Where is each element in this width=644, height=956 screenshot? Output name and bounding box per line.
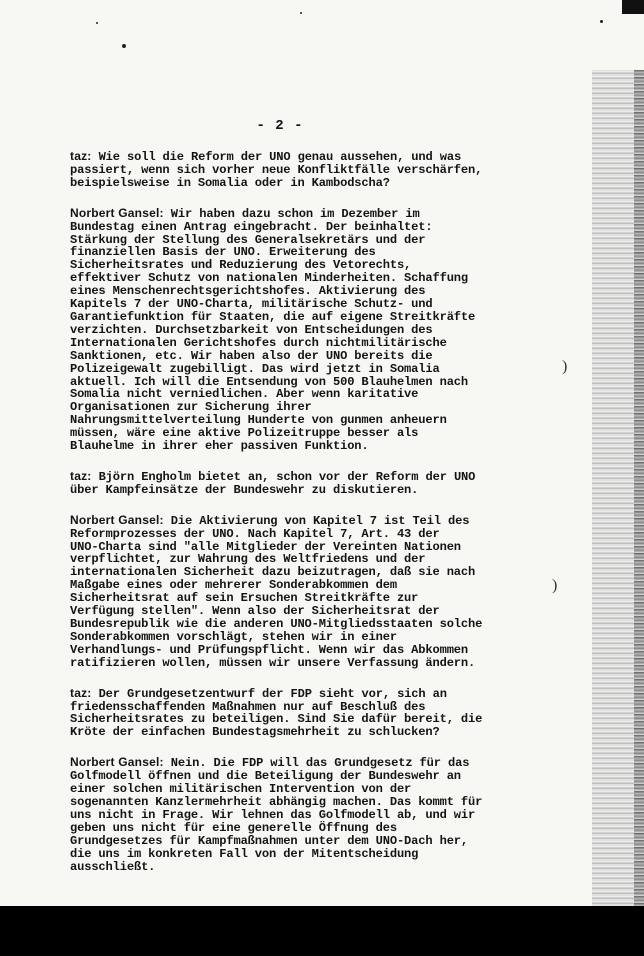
- text-line: Nahrungsmittelverteilung Hunderte von gunmen anheuern: [70, 413, 447, 428]
- interview-paragraph: [70, 150, 510, 190]
- margin-mark: ): [552, 577, 558, 594]
- text-line: aktuell. Ich will die Entsendung von 500 Blauhelmen nach: [70, 374, 469, 389]
- text-line: finanziellen Basis der UNO. Erweiterung des: [70, 245, 376, 260]
- text-line: ausschließt.: [70, 859, 156, 874]
- text-line: Stärkung der Stellung des Generalsekretärs und der: [70, 232, 426, 247]
- text-line: einer solchen militärischen Intervention von der: [70, 782, 412, 797]
- scan-speck: [122, 44, 126, 48]
- text-line: Organisationen zur Sicherung ihrer: [70, 400, 312, 415]
- text-line: Sicherheitsrat auf sein Ersuchen Streitkräfte zur: [70, 591, 419, 606]
- scan-speck: [300, 12, 302, 14]
- text-line: Internationalen Gerichtshofes durch nichtmilitärische: [70, 335, 447, 350]
- interview-paragraph: [70, 207, 510, 453]
- text-line: Garantiefunktion für Staaten, die auf eigene Streitkräfte: [70, 309, 476, 324]
- text-line: Sonderabkommen vorschlägt, stehen wir in einer: [70, 629, 397, 644]
- text-line: effektiver Schutz von nationalen Minderheiten. Schaffung: [70, 271, 469, 286]
- text-line: Kröte der einfachen Bundestagsmehrheit zu schlucken?: [70, 725, 440, 740]
- text-line: verpflichtet, zur Wahrung des Weltfriedens und der: [70, 552, 426, 567]
- text-line: über Kampfeinsätze der Bundeswehr zu diskutieren.: [70, 482, 419, 497]
- interview-paragraph: [70, 756, 510, 873]
- text-line: ratifizieren wollen, müssen wir unsere Verfassung ändern.: [70, 655, 476, 670]
- text-line: Björn Engholm bietet an, schon vor der Reform der UNO: [91, 469, 476, 484]
- text-line: Maßgabe eines oder mehrerer Sonderabkommen dem: [70, 578, 397, 593]
- interview-paragraph: [70, 687, 510, 740]
- text-line: Bundestag einen Antrag eingebracht. Der beinhaltet:: [70, 219, 433, 234]
- text-line: eines Menschenrechtsgerichtshofes. Aktivierung des: [70, 284, 426, 299]
- interview-text: [70, 150, 510, 890]
- speaker-label: Norbert Gansel:: [70, 755, 164, 770]
- text-line: Kapitels 7 der UNO-Charta, militärische Schutz- und: [70, 297, 433, 312]
- text-line: Der Grundgesetzentwurf der FDP sieht vor, sich an: [91, 686, 447, 701]
- text-line: Sanktionen, etc. Wir haben also der UNO bereits die: [70, 348, 433, 363]
- speaker-label: Norbert Gansel:: [70, 205, 164, 220]
- speaker-label: taz:: [70, 468, 92, 483]
- text-line: passiert, wenn sich vorher neue Konfliktfälle verschärfen,: [70, 162, 483, 177]
- text-line: Wir haben dazu schon im Dezember im: [163, 206, 420, 221]
- text-line: beispielsweise in Somalia oder in Kambodscha?: [70, 175, 390, 190]
- text-line: Die Aktivierung von Kapitel 7 ist Teil des: [163, 513, 470, 528]
- text-line: Polizeigewalt zugebilligt. Das wird jetzt in Somalia: [70, 361, 440, 376]
- text-line: friedensschaffenden Maßnahmen nur auf Beschluß des: [70, 699, 426, 714]
- text-line: Reformprozesses der UNO. Nach Kapitel 7, Art. 43 der: [70, 526, 440, 541]
- text-line: Sicherheitsrates zu beteiligen. Sind Sie dafür bereit, die: [70, 712, 483, 727]
- scan-artifact: [622, 0, 644, 14]
- text-line: Verfügung stellen". Wenn also der Sicherheitsrat der: [70, 604, 440, 619]
- scan-speck: [600, 20, 603, 23]
- speaker-label: taz:: [70, 149, 92, 163]
- text-line: müssen, wäre eine aktive Polizeitruppe besser als: [70, 426, 419, 441]
- interview-paragraph: [70, 514, 510, 670]
- text-line: UNO-Charta sind "alle Mitglieder der Vereinten Nationen: [70, 539, 461, 554]
- text-line: die uns im konkreten Fall von der Mitentscheidung: [70, 846, 419, 861]
- speaker-label: Norbert Gansel:: [70, 512, 164, 527]
- text-line: internationalen Sicherheit dazu beizutragen, daß sie nach: [70, 565, 476, 580]
- text-line: Verhandlungs- und Prüfungspflicht. Wenn wir das Abkommen: [70, 642, 469, 657]
- margin-mark: ): [562, 358, 568, 375]
- scan-edge-shadow: [634, 70, 644, 906]
- text-line: Nein. Die FDP will das Grundgesetz für das: [163, 756, 470, 771]
- text-line: Blauhelme in ihrer eher passiven Funktion.: [70, 439, 369, 454]
- scan-bottom-border: [0, 906, 644, 956]
- speaker-label: taz:: [70, 685, 92, 700]
- text-line: Golfmodell öffnen und die Beteiligung der Bundeswehr an: [70, 769, 461, 784]
- text-line: Wie soll die Reform der UNO genau aussehen, und was: [91, 150, 462, 164]
- interview-paragraph: [70, 470, 510, 497]
- scan-speck: [96, 22, 98, 24]
- text-line: sogenannten Kanzlermehrheit abhängig machen. Das kommt für: [70, 794, 483, 809]
- page-number: - 2 -: [256, 118, 304, 134]
- text-line: Somalia nicht verniedlichen. Aber wenn karitative: [70, 387, 419, 402]
- text-line: verzichten. Durchsetzbarkeit von Entscheidungen des: [70, 322, 433, 337]
- text-line: Bundesrepublik wie die anderen UNO-Mitgliedsstaaten solche: [70, 617, 483, 631]
- text-line: Grundgesetzes für Kampfmaßnahmen unter dem UNO-Dach her,: [70, 833, 469, 848]
- text-line: Sicherheitsrates und Reduzierung des Vetorechts,: [70, 258, 412, 273]
- text-line: uns nicht in Frage. Wir lehnen das Golfmodell ab, und wir: [70, 807, 476, 822]
- text-line: geben uns nicht für eine generelle Öffnung des: [70, 820, 397, 835]
